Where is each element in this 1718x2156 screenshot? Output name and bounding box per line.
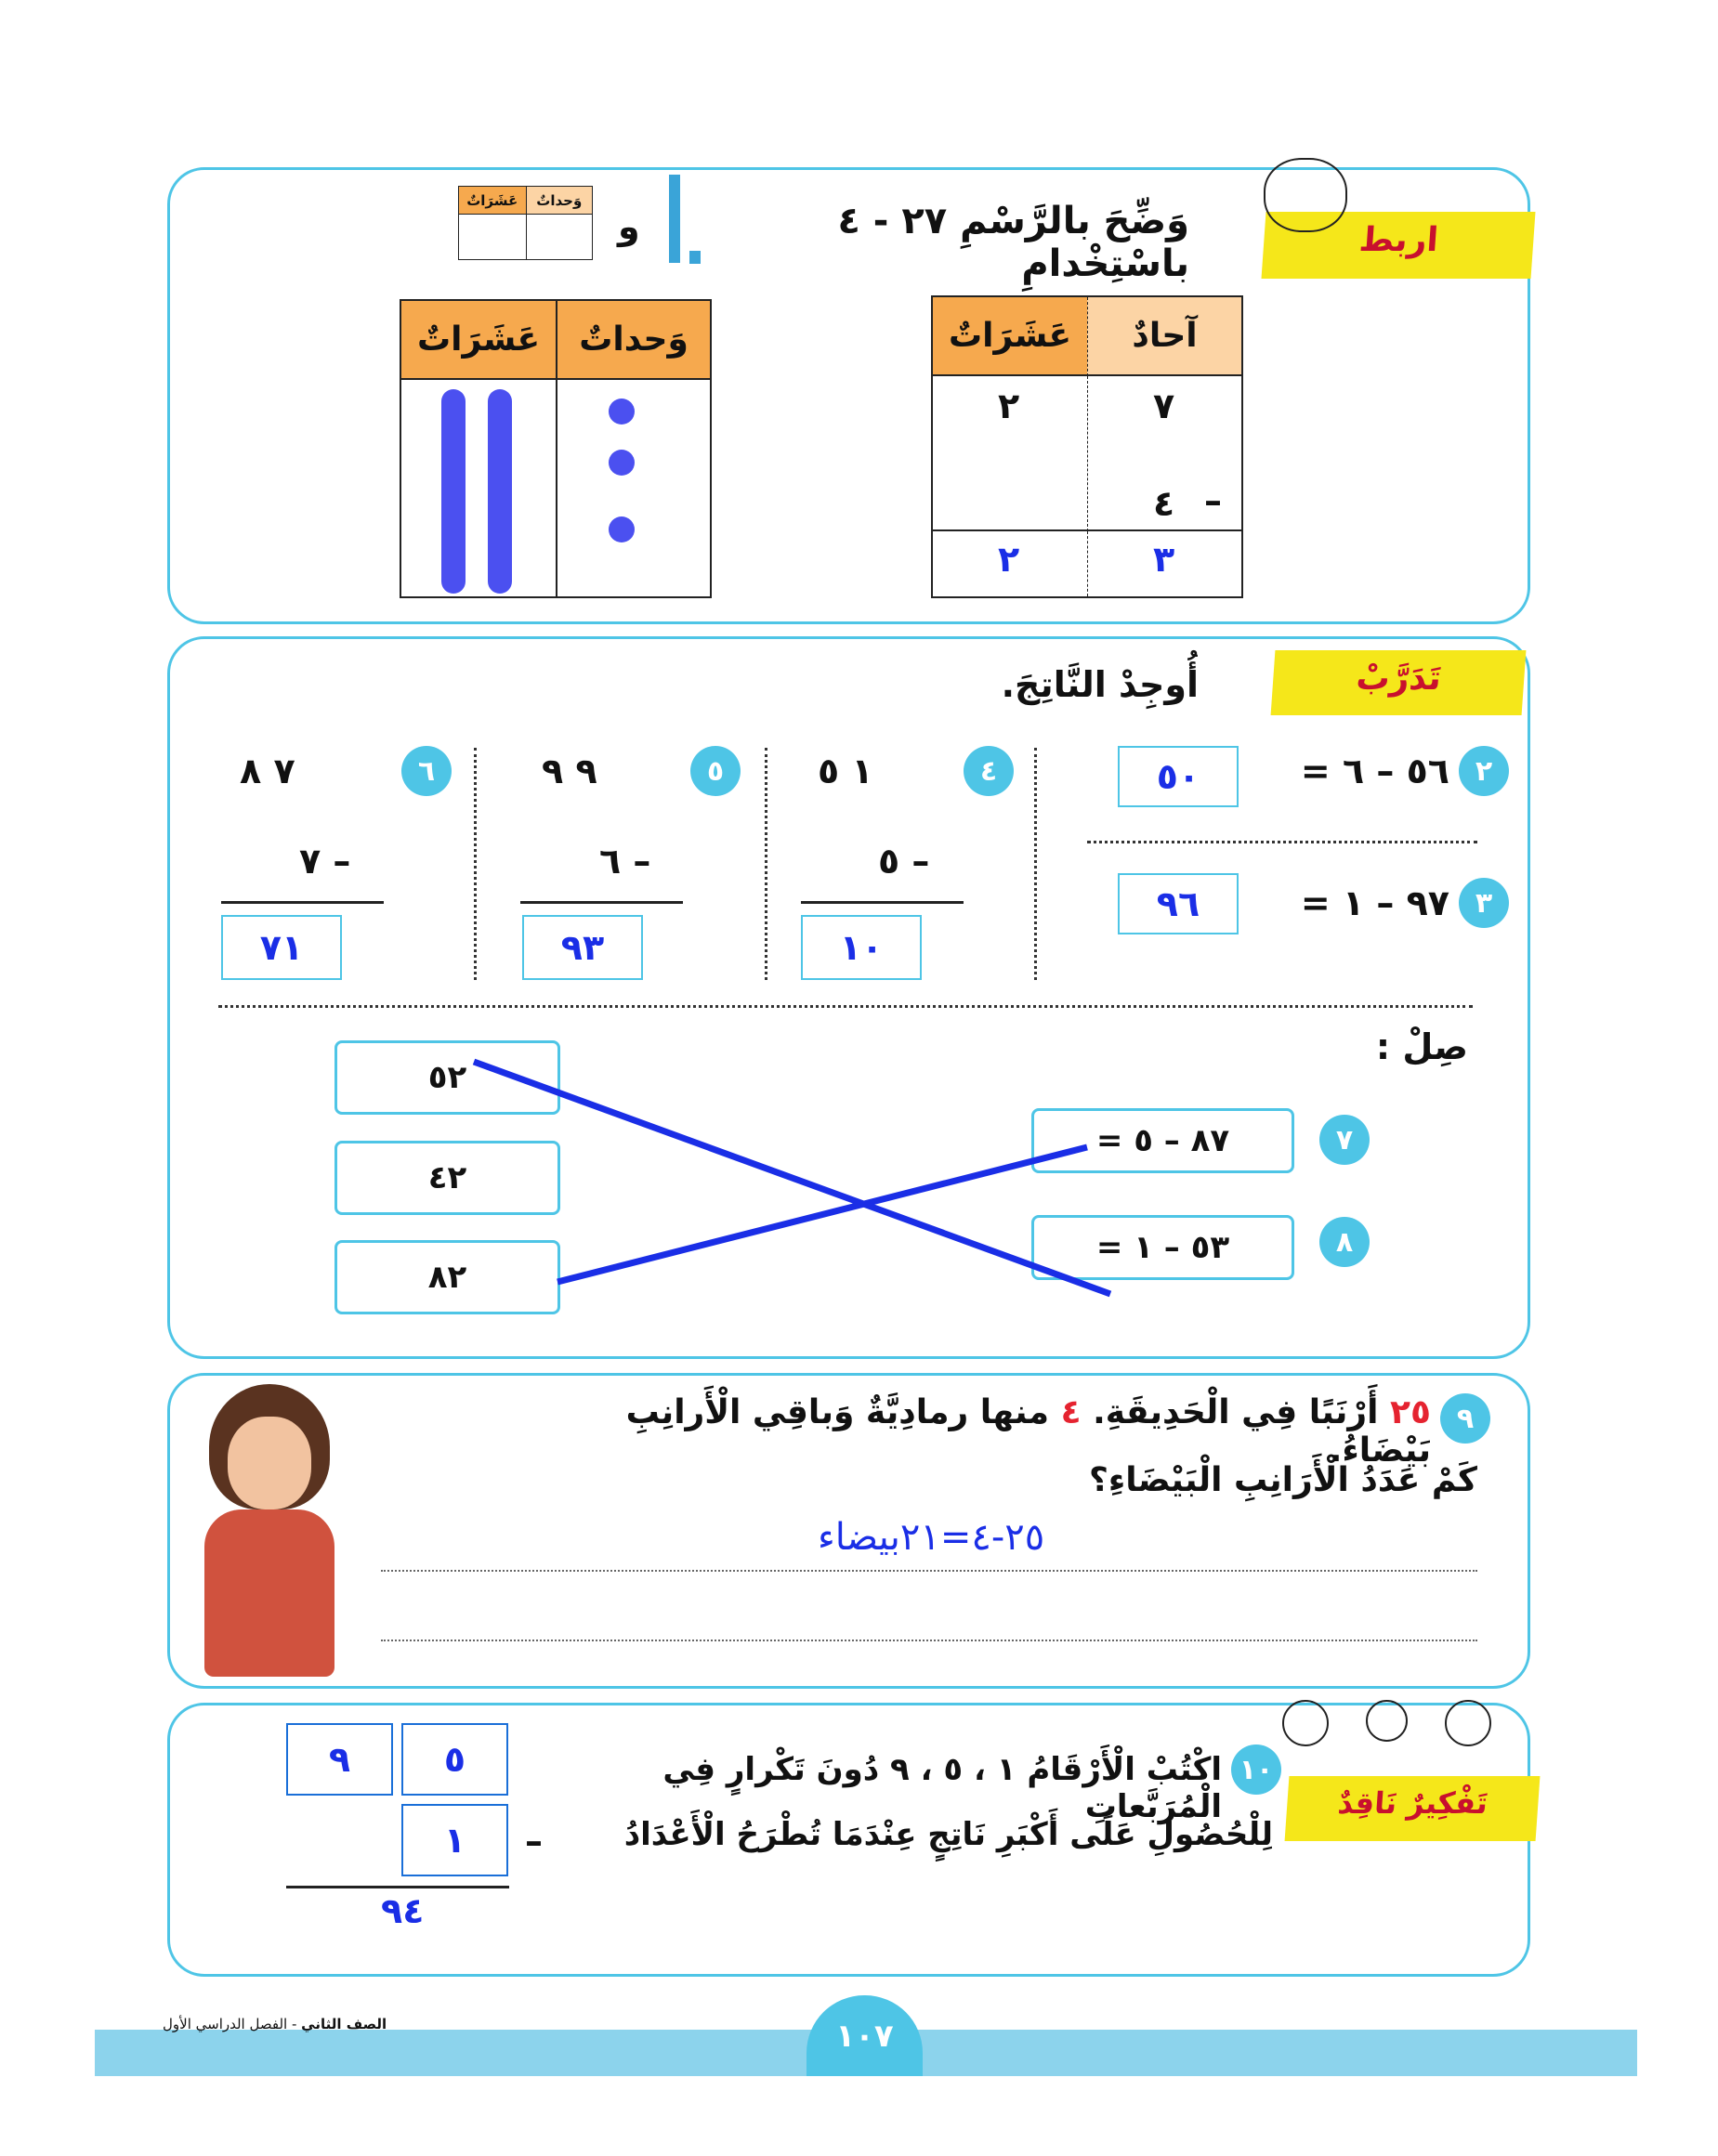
header-tens: عَشَرَاتٌ <box>933 297 1087 376</box>
problem-number: ٦ <box>401 746 452 796</box>
text: منها رمادِيَّةٌ وَباقِي الْأَرانِبِ بَيْضَاءُ. <box>625 1393 1431 1470</box>
ones-digit: ٧ <box>1153 385 1175 426</box>
match-label: صِلْ : <box>1375 1026 1468 1067</box>
practice-label: تَدَرَّبْ <box>1271 650 1527 715</box>
problem-number: ٣ <box>1459 878 1509 928</box>
answer-box[interactable]: ٥٠ <box>1118 746 1239 807</box>
problem-number: ١٠ <box>1231 1744 1281 1795</box>
answer-line <box>381 1640 1477 1641</box>
match-source[interactable]: ٨٧ – ٥ = <box>1031 1108 1294 1173</box>
tens-digit: ٢ <box>998 385 1020 426</box>
problem-number: ٩ <box>1440 1393 1490 1444</box>
answer-box[interactable]: ٩٣ <box>522 915 643 980</box>
result-text: ٩٤ <box>381 1890 425 1931</box>
answer-line <box>381 1570 1477 1572</box>
term: - الفصل الدراسي الأول <box>163 2016 297 2032</box>
page-number-tab <box>807 1995 923 2076</box>
problem-expression: ٥٦ – ٦ = <box>1300 751 1449 791</box>
match-source[interactable]: ٥٣ – ١ = <box>1031 1215 1294 1280</box>
minus-sign: – <box>1204 480 1222 521</box>
digit-box[interactable]: ١ <box>401 1804 508 1876</box>
result-tens: ٢ <box>998 539 1020 580</box>
top-number: ٩ ٩ <box>542 751 597 791</box>
critical-line1: اكْتُبْ الْأَرْقَامُ ١ ، ٥ ، ٩ دُونَ تَكْرارٍ فِي الْمُرَبَّعاتِ <box>662 1751 1222 1825</box>
number-25: ٢٥ <box>1390 1393 1431 1431</box>
match-line <box>474 1062 1110 1294</box>
number-4: ٤ <box>1060 1393 1082 1431</box>
mini-header-tens: عَشَرَاتٌ <box>459 187 526 215</box>
match-line <box>557 1147 1087 1282</box>
answer-box[interactable]: ٩٦ <box>1118 873 1239 934</box>
result-ones: ٣ <box>1153 539 1175 580</box>
grade: الصف الثاني <box>301 2016 387 2032</box>
girl-illustration <box>186 1379 353 1681</box>
answer-box[interactable]: ٧١ <box>221 915 342 980</box>
instruction: وَضِّحَ بالرَّسْمِ ٢٧ - ٤ باسْتِخْدامِ <box>837 200 1189 285</box>
problem-number: ٤ <box>964 746 1014 796</box>
match-target[interactable]: ٨٢ <box>334 1240 560 1314</box>
problem-expression: ٩٧ – ١ = <box>1300 882 1449 923</box>
problem-number: ٥ <box>690 746 741 796</box>
word-problem-line1 <box>557 1393 1431 1470</box>
text: أَرْنَبًا فِي الْحَدِيقَةِ. <box>1093 1393 1379 1431</box>
mini-header-ones: وَحداتٌ <box>526 187 593 215</box>
header-tens: عَشَرَاتٌ <box>401 301 556 380</box>
digit-box[interactable]: ٥ <box>401 1723 508 1796</box>
top-number: ١ ٥ <box>818 751 873 791</box>
bottom-number: – ٥ <box>878 841 930 882</box>
problem-number: ٢ <box>1459 746 1509 796</box>
minus-sign: – <box>525 1821 543 1862</box>
thinking-faces-icon <box>1282 1700 1505 1774</box>
header-ones: آحادٌ <box>1087 297 1241 376</box>
practice-instruction: أُوجِدْ النَّاتِجَ. <box>1001 664 1199 705</box>
bottom-number: – ٧ <box>299 841 351 882</box>
page-number: ١٠٧ <box>835 2017 894 2055</box>
footer-grade <box>163 2016 387 2032</box>
answer-text[interactable]: ٢٥-٤=٢١بيضاء <box>818 1516 1045 1559</box>
digit-box[interactable]: ٩ <box>286 1723 393 1796</box>
and-text: و <box>618 206 640 247</box>
critical-thinking-label: تَفْكِيرٌ نَاقِدٌ <box>1285 1776 1541 1841</box>
match-target[interactable]: ٥٢ <box>334 1040 560 1115</box>
match-target[interactable]: ٤٢ <box>334 1141 560 1215</box>
problem-number: ٧ <box>1319 1115 1370 1165</box>
word-problem-question: كَمْ عَدَدُ الْأَرَانِبِ الْبَيْضَاءِ؟ <box>1089 1461 1477 1499</box>
sum-line <box>286 1886 509 1888</box>
problem-number: ٨ <box>1319 1217 1370 1267</box>
critical-line2: لِلْحُصُولِ عَلَى أَكْبَرِ نَاتِجٍ عِنْدَمَا تُطْرَحُ الْأَعْدَادُ <box>623 1816 1273 1853</box>
bottom-number: – ٦ <box>599 841 651 882</box>
ones-subtrahend: ٤ <box>1153 483 1175 524</box>
header-ones: وَحداتٌ <box>556 301 710 380</box>
connect-label: اربط <box>1261 212 1535 279</box>
answer-box[interactable]: ١٠ <box>801 915 922 980</box>
top-number: ٧ ٨ <box>240 751 295 791</box>
